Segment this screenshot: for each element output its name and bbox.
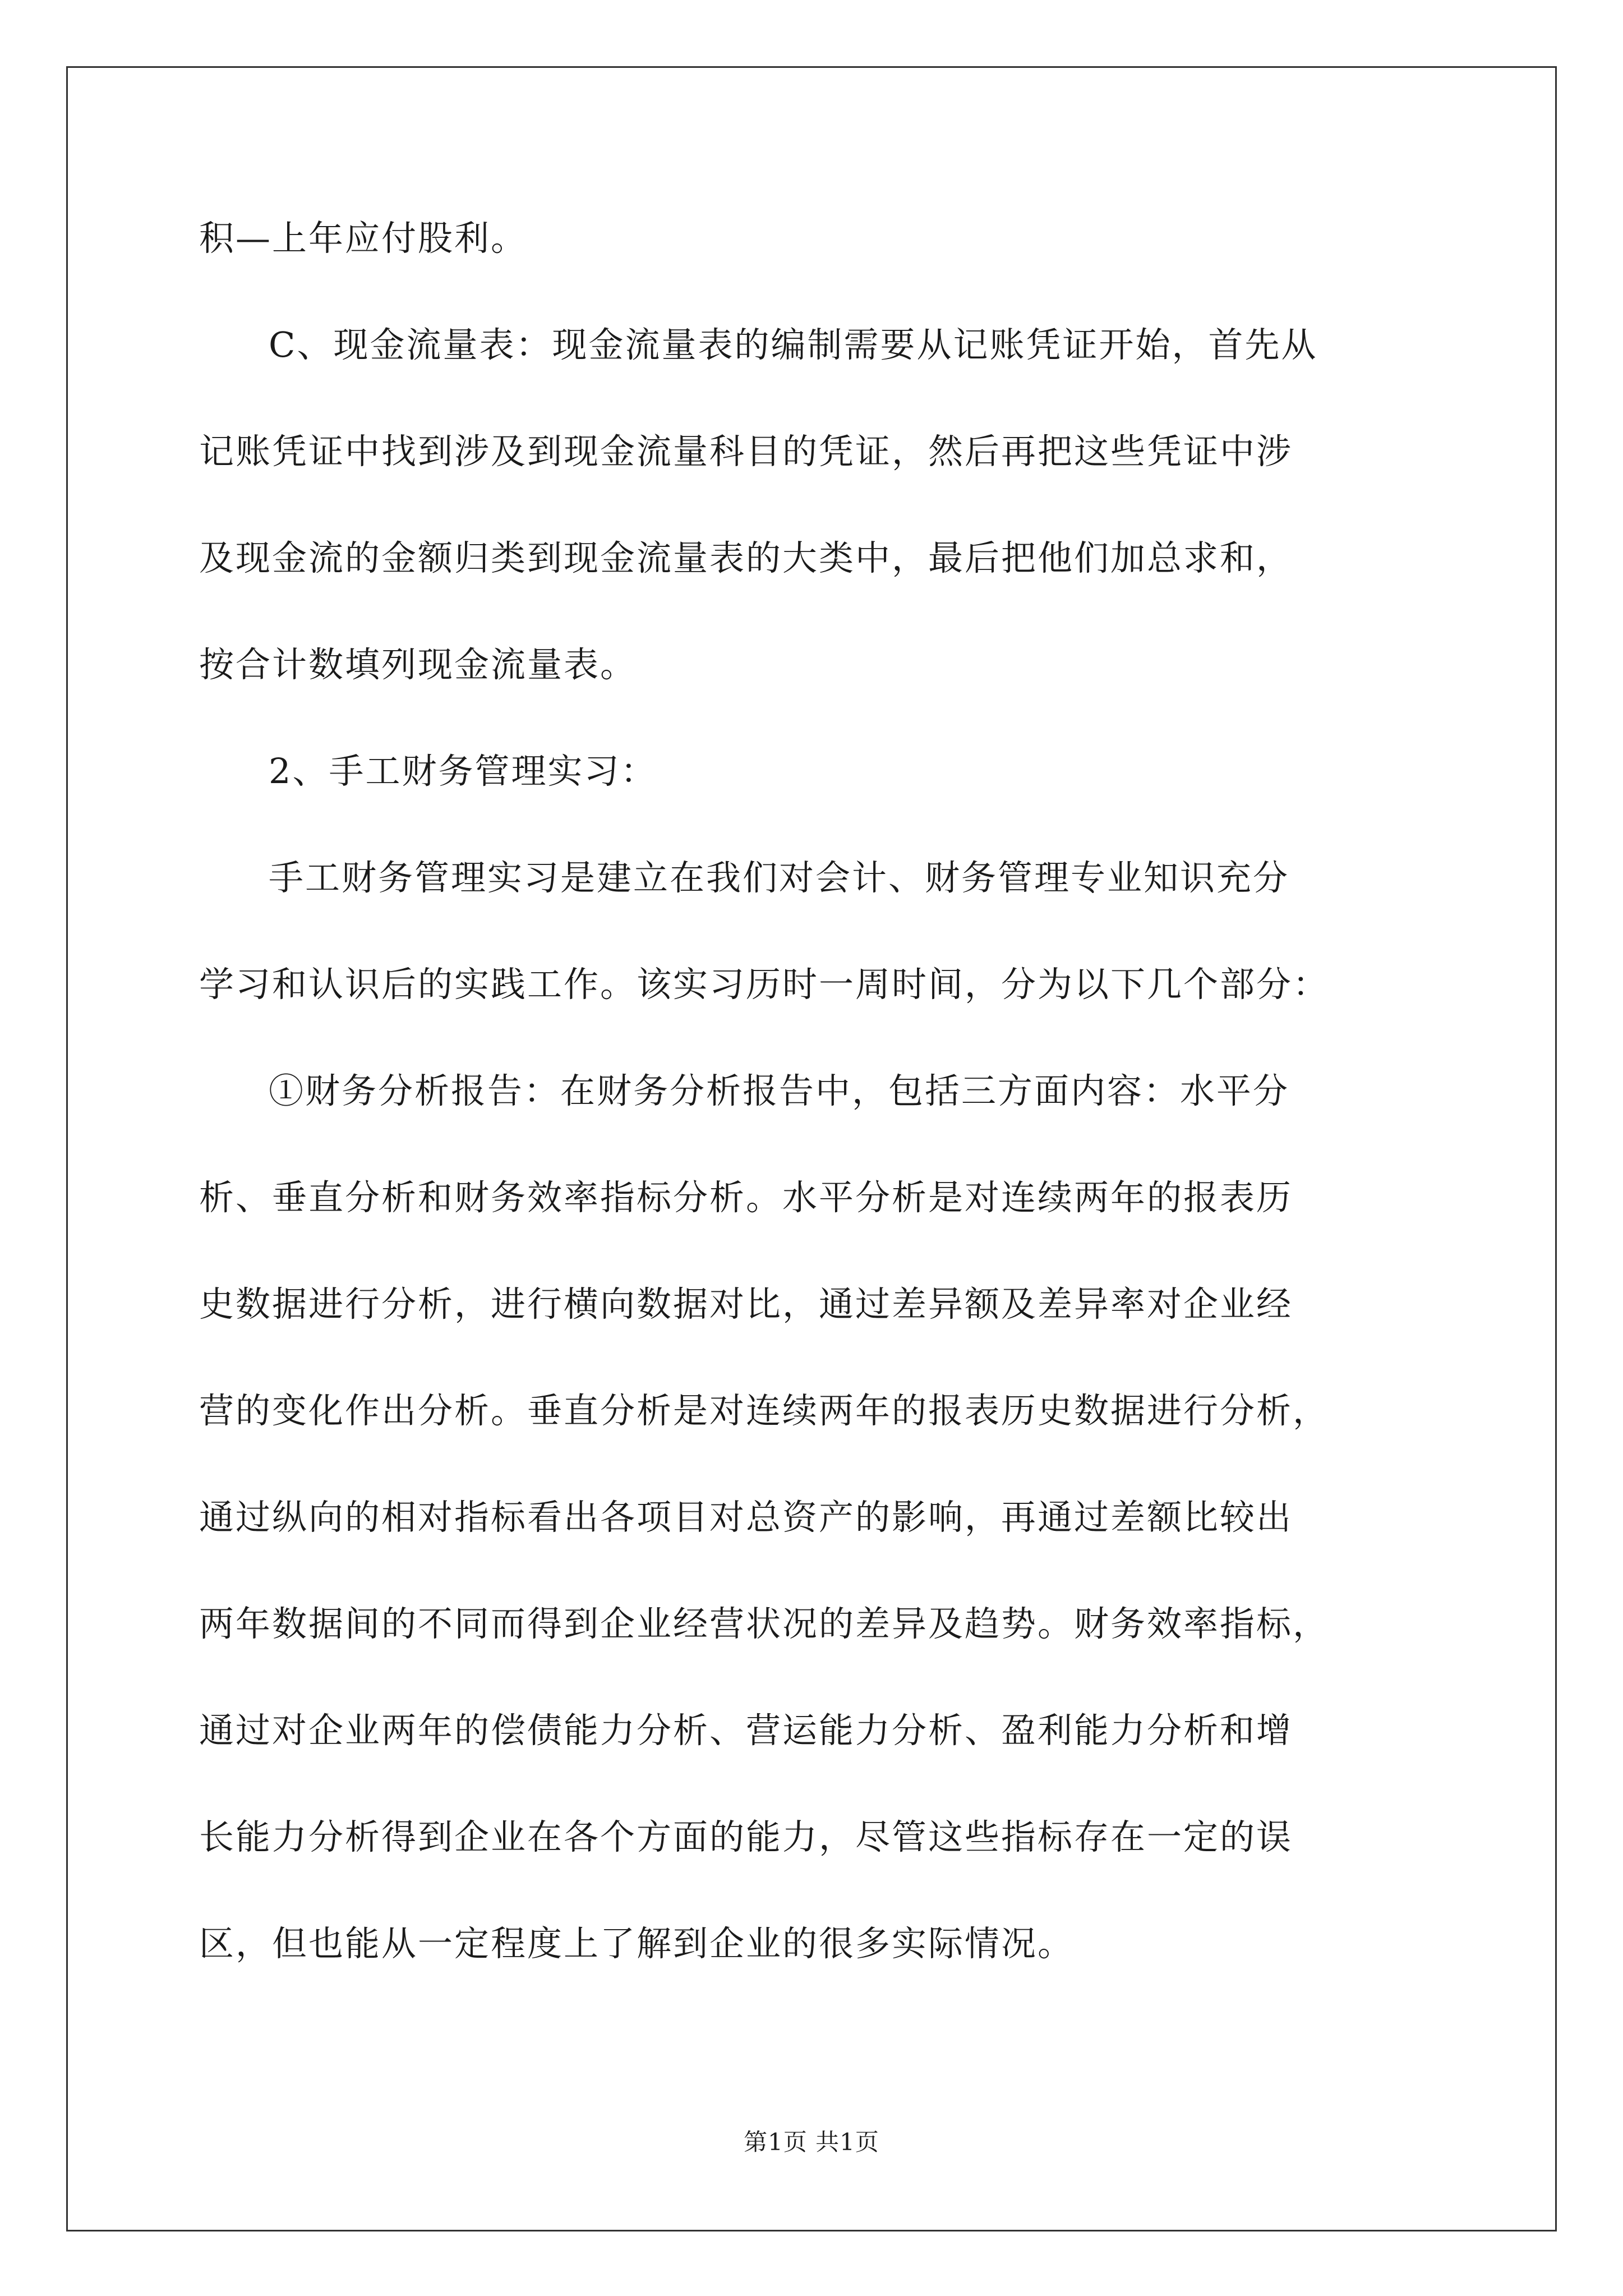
page-border [66, 66, 1557, 2231]
text-line: 手工财务管理实习是建立在我们对会计、财务管理专业知识充分 [269, 857, 1290, 898]
text-line: 史数据进行分析，进行横向数据对比，通过差异额及差异率对企业经 [199, 1283, 1293, 1324]
text-line: ①财务分析报告：在财务分析报告中，包括三方面内容：水平分 [269, 1070, 1290, 1111]
text-line: 学习和认识后的实践工作。该实习历时一周时间，分为以下几个部分： [199, 964, 1330, 1005]
text-line: 按合计数填列现金流量表。 [199, 644, 637, 685]
section-heading: 2、手工财务管理实习： [269, 751, 657, 792]
text-line: 营的变化作出分析。垂直分析是对连续两年的报表历史数据进行分析， [199, 1390, 1330, 1431]
text-line: 及现金流的金额归类到现金流量表的大类中，最后把他们加总求和， [199, 537, 1293, 578]
text-line: 长能力分析得到企业在各个方面的能力，尽管这些指标存在一定的误 [199, 1816, 1293, 1857]
text-line: 记账凭证中找到涉及到现金流量科目的凭证，然后再把这些凭证中涉 [199, 431, 1293, 472]
text-line: C、现金流量表：现金流量表的编制需要从记账凭证开始，首先从 [269, 324, 1318, 365]
text-line: 积—上年应付股利。 [199, 218, 528, 259]
text-line: 通过对企业两年的偿债能力分析、营运能力分析、盈利能力分析和增 [199, 1710, 1293, 1751]
text-line: 析、垂直分析和财务效率指标分析。水平分析是对连续两年的报表历 [199, 1177, 1293, 1218]
text-line: 两年数据间的不同而得到企业经营状况的差异及趋势。财务效率指标， [199, 1603, 1330, 1644]
text-line: 通过纵向的相对指标看出各项目对总资产的影响，再通过差额比较出 [199, 1497, 1293, 1538]
text-line: 区，但也能从一定程度上了解到企业的很多实际情况。 [199, 1923, 1075, 1964]
page-number-footer: 第1页 共1页 [744, 2128, 879, 2156]
